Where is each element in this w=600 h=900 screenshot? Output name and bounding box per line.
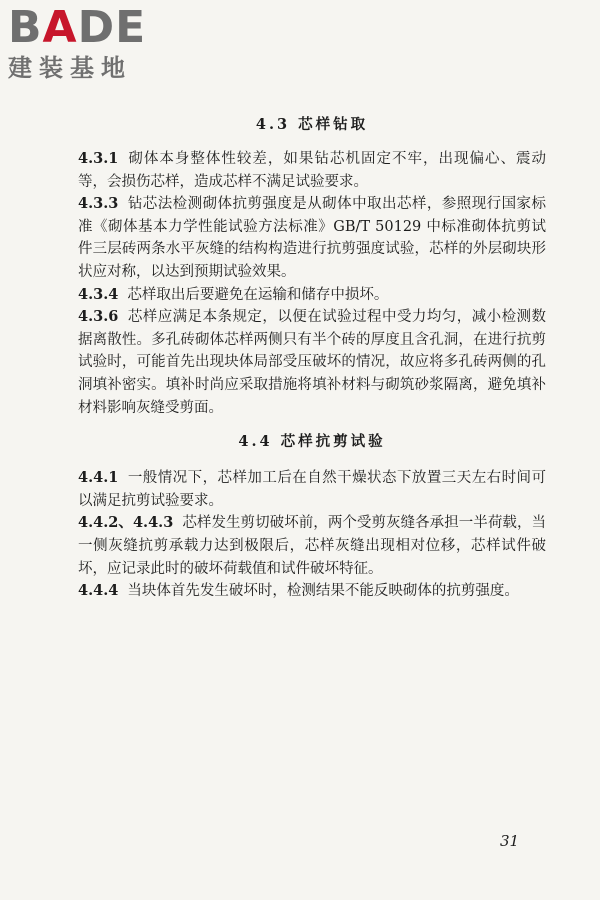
clause-number: 4.3.3 xyxy=(78,195,119,213)
clause-number: 4.3.1 xyxy=(78,150,119,167)
logo-subtitle: 建装基地 xyxy=(8,54,132,82)
clause-4-3-1 xyxy=(78,148,546,193)
clause-4-4-2-4-4-3 xyxy=(78,512,546,580)
clause-text: 芯样取出后要避免在运输和储存中损坏。 xyxy=(127,286,389,303)
clause-number: 4.3.6 xyxy=(78,308,119,326)
clause-4-4-1 xyxy=(78,467,546,512)
page-number: 31 xyxy=(500,832,520,850)
clause-text: 砌体本身整体性较差，如果钻芯机固定不牢，出现偏心、震动等，会损伤芯样，造成芯样不满足试验要求。 xyxy=(78,151,546,190)
clause-4-3-6 xyxy=(78,306,546,419)
clause-text: 一般情况下，芯样加工后在自然干燥状态下放置三天左右时间可以满足抗剪试验要求。 xyxy=(78,470,546,509)
site-logo xyxy=(8,4,178,84)
clause-number: 4.4.2、4.4.3 xyxy=(78,514,174,532)
logo-wordmark: BADE xyxy=(8,2,147,53)
clause-number: 4.3.4 xyxy=(78,285,119,303)
section-heading-4-3: 4.3 芯样钻取 xyxy=(255,116,369,133)
document-body xyxy=(78,114,546,603)
clause-number: 4.4.1 xyxy=(78,469,119,487)
clause-number: 4.4.4 xyxy=(78,582,119,600)
section-heading-4-4: 4.4 芯样抗剪试验 xyxy=(238,433,386,451)
clause-text: 当块体首先发生破坏时，检测结果不能反映砌体的抗剪强度。 xyxy=(127,583,519,600)
clause-4-4-4 xyxy=(78,580,546,603)
clause-text: 芯样发生剪切破坏前，两个受剪灰缝各承担一半荷载，当一侧灰缝抗剪承载力达到极限后，芯样灰缝出现相对位移，芯样试件破坏，应记录此时的破坏荷载值和试件破坏特征。 xyxy=(78,515,546,577)
clause-4-3-4 xyxy=(78,284,546,307)
clause-text: 芯样应满足本条规定，以便在试验过程中受力均匀，减小检测数据离散性。多孔砖砌体芯样两侧只有半个砖的厚度且含孔洞，在进行抗剪试验时，可能首先出现块体局部受压破坏的情况，故应将多孔砖两侧的孔洞填补密实。填补时尚应采取措施将填补材料与砌筑砂浆隔离，避免填补材料影响灰缝受剪面。 xyxy=(78,309,546,416)
clause-4-3-3 xyxy=(78,193,546,283)
clause-text: 钻芯法检测砌体抗剪强度是从砌体中取出芯样，参照现行国家标准《砌体基本力学性能试验方法标准》GB/T 50129 中标准砌体抗剪试件三层砖两条水平灰缝的结构构造进行抗剪强度试验，芯样的外层砌块形状应对称，以达到预期试验效果。 xyxy=(78,196,546,280)
